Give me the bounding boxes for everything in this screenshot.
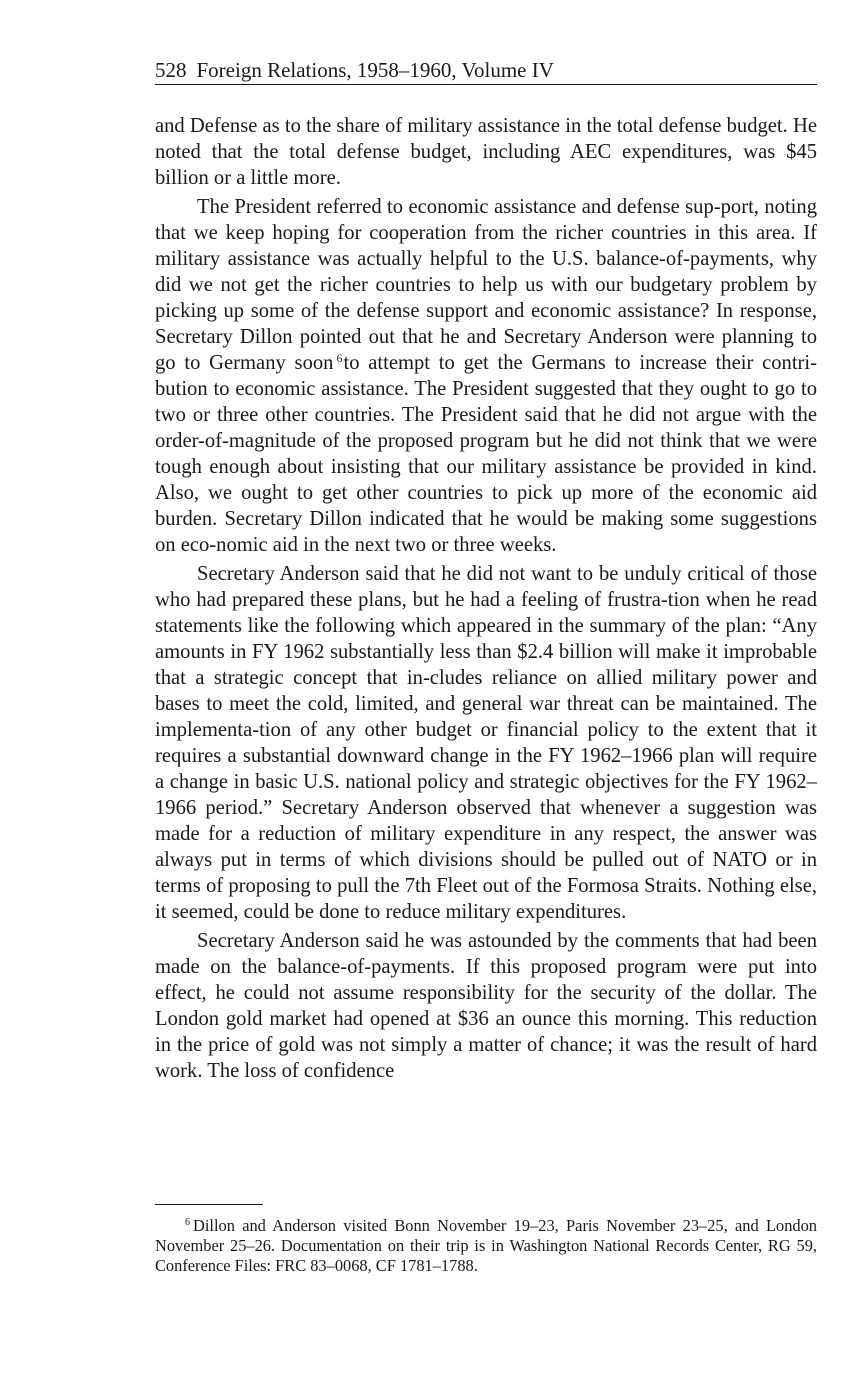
footnote-reference[interactable]: 6 xyxy=(336,351,343,365)
paragraph-3: Secretary Anderson said that he did not want to be unduly critical of those who had prepared these plans, but he had a feeling of frustra-tion when he read statements like the following which appeared in the summary of the plan: “Any amounts in FY 1962 substantially less than $2.4 billion will make it improbable that a strategic concept that in-cludes reliance on allied military power and bases to meet the cold, limited, and general war threat can be maintained. The implementa-tion of any other budget or financial policy to the extent that it requires a substantial downward change in the FY 1962–1966 plan will require a change in basic U.S. national policy and strategic objectives for the FY 1962–1966 period.” Secretary Anderson observed that whenever a suggestion was made for a reduction of military expenditure in any respect, the answer was always put in terms of which divisions should be pulled out of NATO or in terms of proposing to pull the 7th Fleet out of the Formosa Straits. Nothing else, it seemed, could be done to reduce military expenditures. xyxy=(155,563,817,923)
paragraph-2 xyxy=(155,194,817,558)
volume-title: Foreign Relations, 1958–1960, Volume IV xyxy=(196,58,554,82)
footnote-divider xyxy=(155,1204,263,1205)
footnote-text: Dillon and Anderson visited Bonn November 19–23, Paris November 23–25, and London November 25–26. Documentation on their trip is in Washington National Records Center, RG 59, Conference Files: FRC 83–0068, CF 1781–1788. xyxy=(155,1216,817,1275)
footnote-mark: 6 xyxy=(185,1217,190,1228)
paragraph-1: and Defense as to the share of military assistance in the total defense budget. He noted that the total defense budget, including AEC expenditures, was $45 billion or a little more. xyxy=(155,115,817,189)
document-page xyxy=(155,56,817,1275)
paragraph-2-before: The President referred to economic assistance and defense sup-port, noting that we keep hoping for cooperation from the richer countries in this area. If military assistance was actually helpful to the U.S. balance-of-payments, why did we not get the richer countries to help us with our budgetary problem by picking up some of the defense support and economic assistance? In response, Secretary Dillon pointed out that he and Secretary Anderson were planning to go to Germany soon xyxy=(155,196,817,374)
running-head xyxy=(155,56,817,85)
paragraph-2-after: to attempt to get the Germans to increase their contri-bution to economic assistance. The President suggested that they ought to go to two or three other countries. The President said that he did not argue with the order-of-magnitude of the proposed program but he did not think that we were tough enough about insisting that our military assistance be provided in kind. Also, we ought to get other countries to pick up more of the economic aid burden. Secretary Dillon indicated that he would be making some suggestions on eco-nomic aid in the next two or three weeks. xyxy=(155,352,817,556)
paragraph-4: Secretary Anderson said he was astounded by the comments that had been made on the balance-of-payments. If this proposed program were put into effect, he could not assume responsibility for the security of the dollar. The London gold market had opened at $36 an ounce this morning. This reduction in the price of gold was not simply a matter of chance; it was the result of hard work. The loss of confidence xyxy=(155,930,817,1082)
body-text xyxy=(155,113,817,1084)
page-number: 528 xyxy=(155,58,187,82)
footnote xyxy=(155,1216,817,1276)
